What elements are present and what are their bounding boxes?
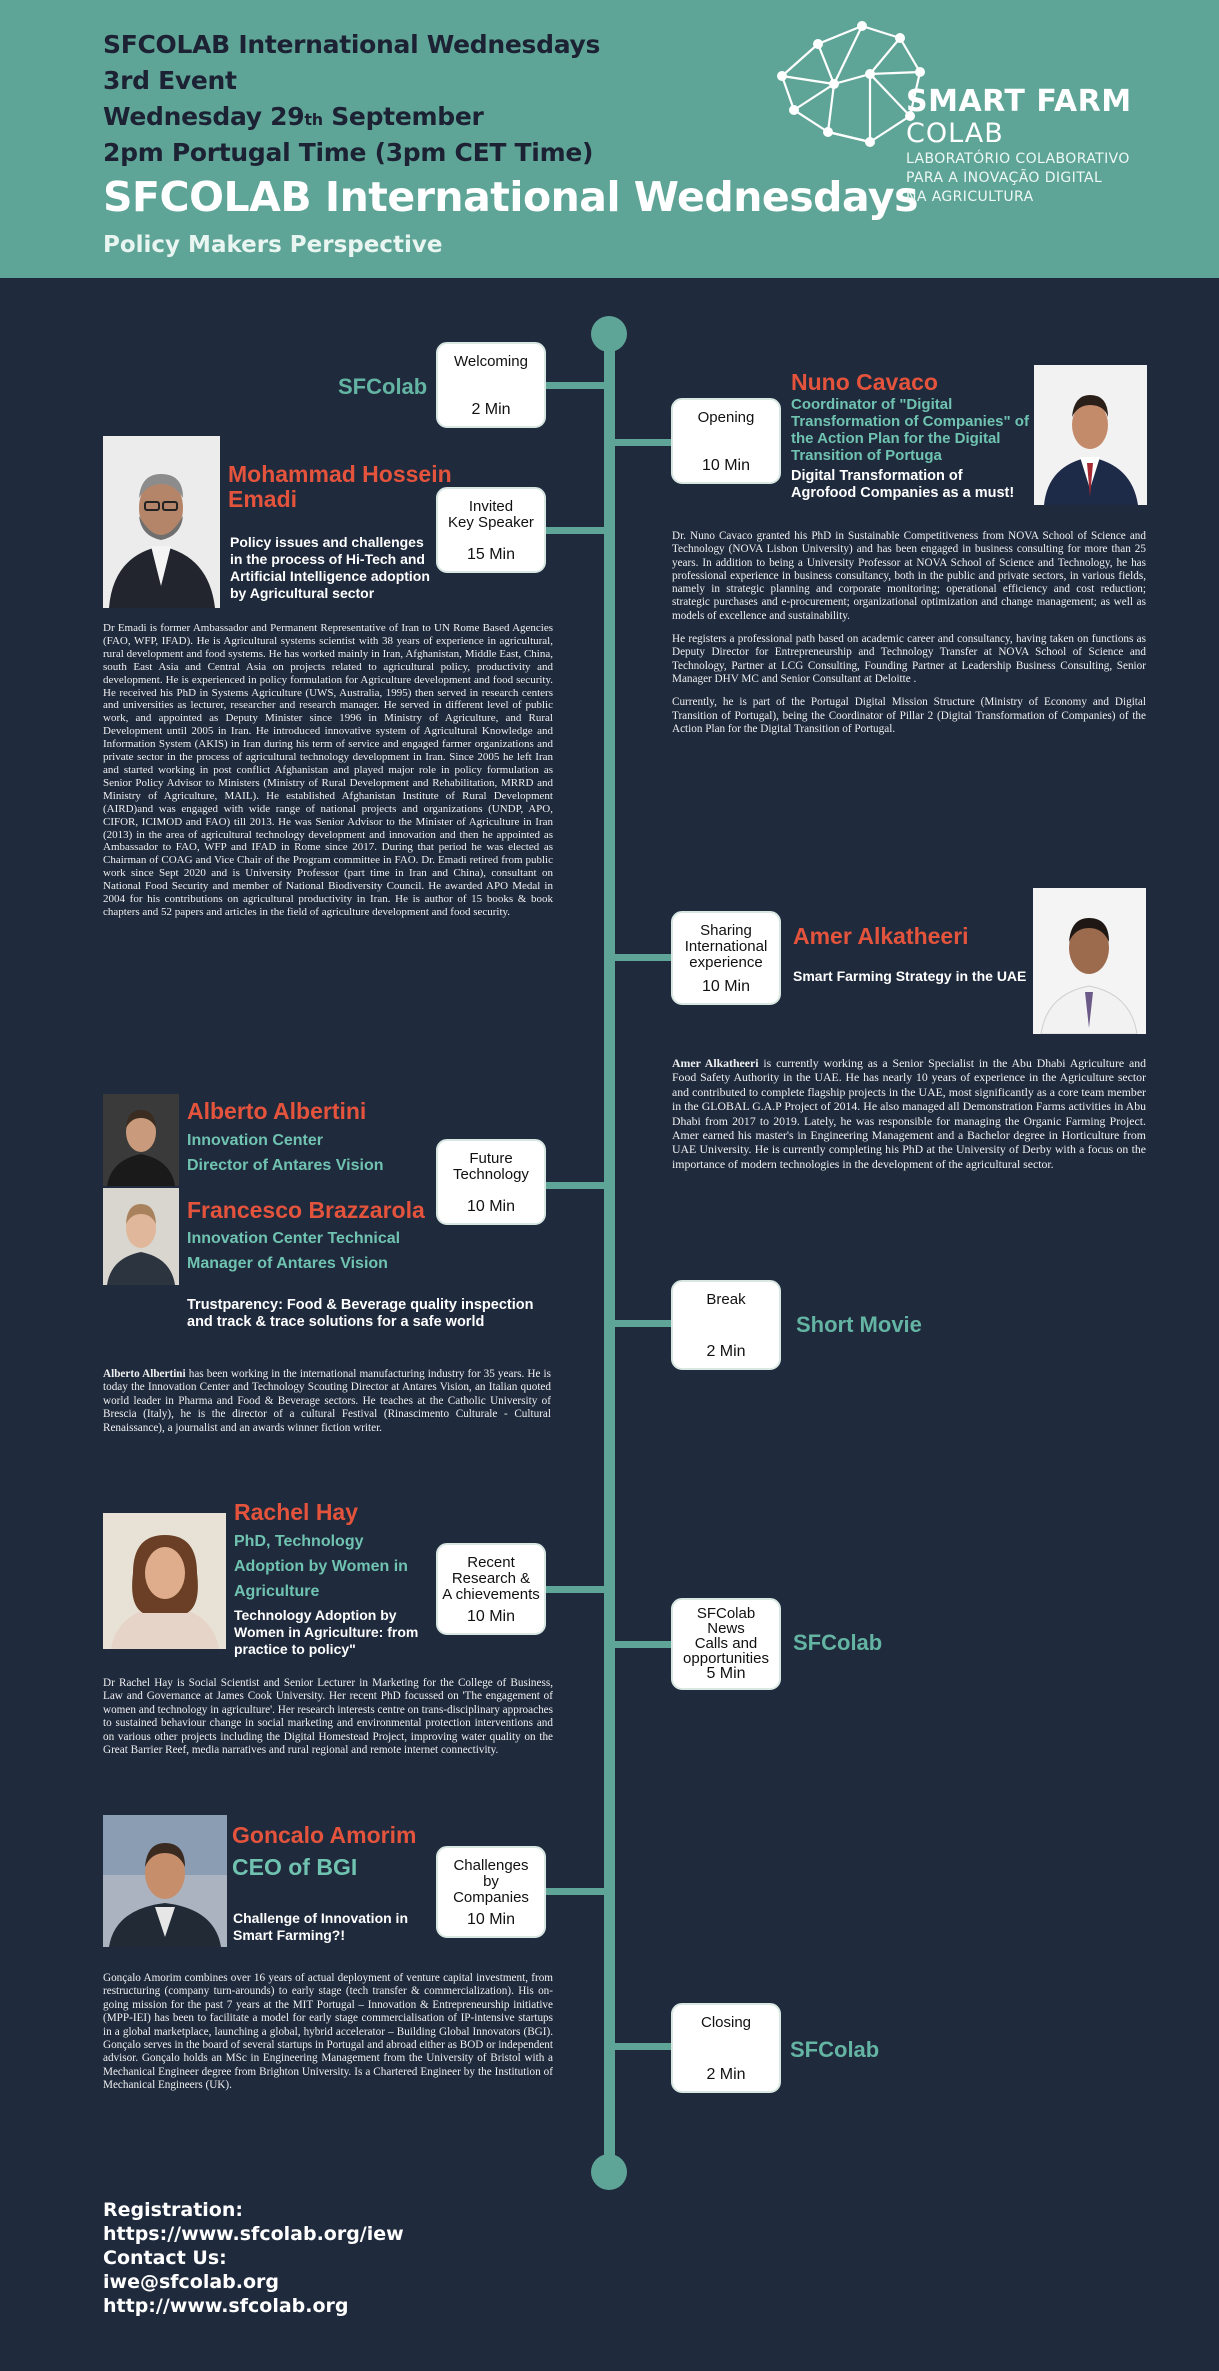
- talk-title-antares: Trustparency: Food & Beverage quality inspection and track & trace solutions for a safe world: [187, 1297, 534, 1330]
- speaker-role-albertini-2: Director of Antares Vision: [187, 1157, 384, 1174]
- talk-title-alkatheeri: Smart Farming Strategy in the UAE: [793, 968, 1027, 984]
- branch-challenges: [546, 1888, 606, 1895]
- welcoming-side-label: SFColab: [338, 374, 428, 399]
- speaker-role-hay-3: Agriculture: [234, 1583, 320, 1600]
- speaker-name-cavaco: Nuno Cavaco: [791, 369, 938, 395]
- speaker-name-alkatheeri: Amer Alkatheeri: [793, 923, 969, 949]
- speaker-photo-brazzarola: [103, 1188, 179, 1285]
- agenda-item-research: Recent Research & A chievements 10 Min: [436, 1543, 546, 1635]
- timeline-spine: [604, 332, 615, 2177]
- speaker-photo-amorim: [103, 1815, 227, 1947]
- logo-name-colab: COLAB: [906, 118, 1004, 149]
- break-side-label: Short Movie: [796, 1312, 922, 1337]
- speaker-role-brazzarola-1: Innovation Center Technical: [187, 1230, 401, 1247]
- agenda-item-news: SFColab News Calls and opportunities 5 Min: [671, 1598, 781, 1690]
- logo-tagline: LABORATÓRIO COLABORATIVO PARA A INOVAÇÃO DIGITAL NA AGRICULTURA: [906, 151, 1130, 205]
- cavaco-portrait-icon: [1034, 365, 1147, 505]
- bio-cavaco: Dr. Nuno Cavaco granted his PhD in Sustainable Competitiveness from NOVA School of Science and Technology (NOVA Lisbon University) and has been engaged in business consulting for more than 25 years. In addition to being a University Professor at NOVA School of Science and Technology, he has professional experience in business consultancy, both in the public and private sectors, in various fields, namely in strategic planning and corporate monitoring; operational efficiency and cost reduction; strategic purchases and e-procurement; organizational optimization and change management; as well as models of excellence and sustainability. He registers a professional path based on academic career and consultancy, having taken on functions as Deputy Director for Entrepreneurship and Technology Transfer at NOVA School of Science and Technology, Partner at LCG Consulting, Founding Partner at Leadership Business Consulting, Senior Manager DHV MC and Senior Consultant at Deloitte . Currently, he is part of the Portugal Digital Mission Structure (Ministry of Economy and Digital Transition of Portugal), being the Coordinator of Pillar 2 (Digital Transformation of Companies) of the Action Plan for the Digital Transition of Portugal.: [672, 530, 1146, 735]
- branch-future-tech: [546, 1182, 606, 1189]
- speaker-role-albertini-1: Innovation Center: [187, 1132, 324, 1149]
- page-title: SFCOLAB International Wednesdays: [103, 173, 918, 221]
- logo-name-smart-farm: SMART FARM: [906, 84, 1132, 119]
- speaker-name-amorim: Goncalo Amorim: [232, 1822, 417, 1848]
- speaker-photo-alkatheeri: [1033, 888, 1146, 1034]
- agenda-item-break: Break 2 Min: [671, 1280, 781, 1370]
- timeline-end-dot: [591, 2154, 627, 2190]
- branch-break: [613, 1320, 673, 1327]
- bio-alkatheeri: Amer Alkatheeri is currently working as a Senior Specialist in the Abu Dhabi Agriculture and Food Safety Authority in the UAE. He has nearly 10 years of experience in the Agriculture sector and contributed to complete flagship projects in the UAE, most significantly as a core team member in the GLOBAL G.A.P Project of 2014. He also managed all Demonstration Farms activities in Abu Dhabi from 2017 to 2019. Lately, he was responsible for managing the Organic Farming Project. Amer earned his master's in Engineering Management and a Bachelor degree in Horticulture from UAE University. He is currently completing his PhD at the University of Derby with a focus on the importance of modern technologies in the development of the agricultural sector.: [672, 1056, 1146, 1171]
- branch-research: [546, 1586, 606, 1593]
- website-link[interactable]: http://www.sfcolab.org: [103, 2295, 349, 2317]
- agenda-item-challenges: Challenges by Companies 10 Min: [436, 1846, 546, 1938]
- event-date: Wednesday 29th September: [103, 102, 484, 131]
- contact-email-link[interactable]: iwe@sfcolab.org: [103, 2271, 280, 2293]
- agenda-item-future-tech: Future Technology 10 Min: [436, 1139, 546, 1225]
- albertini-portrait-icon: [103, 1094, 179, 1186]
- header-banner: [0, 0, 1219, 278]
- event-series-title: SFCOLAB International Wednesdays: [103, 30, 601, 59]
- speaker-photo-emadi: [103, 436, 220, 608]
- event-number: 3rd Event: [103, 66, 237, 95]
- branch-keynote: [546, 527, 606, 534]
- news-side-label: SFColab: [793, 1630, 883, 1655]
- bio-amorim: Gonçalo Amorim combines over 16 years of actual deployment of venture capital investment, from restructuring (company turn-arounds) to early stage (tech transfer & commercialization). His on-going mission for the past 7 years at the MIT Portugal – Innovation & Entrepreneurship initiative (MPP-IEI) has been to facilitate a model for early stage commercialisation of IP-intensive startups in a global marketplace, launching a global, hybrid accelerator – Building Global Innovators (BGI). Gonçalo serves in the board of several startups in Portugal and abroad either as BOD or independent advisor. Gonçalo holds an MSc in Engineering Management from the University of Bristol with a Mechanical Engineer degree from Brighton University. Is a Chartered Engineer by the Institution of Mechanical Engineers (UK).: [103, 1972, 553, 2092]
- closing-side-label: SFColab: [790, 2037, 880, 2062]
- talk-title-cavaco: Digital Transformation of Agrofood Companies as a must!: [791, 468, 1015, 501]
- bio-hay: Dr Rachel Hay is Social Scientist and Senior Lecturer in Marketing for the College of Business, Law and Governance at James Cook University. Her recent PhD focussed on 'The engagement of women and technology in agriculture'. Her research interests centre on trans-disciplinary approaches to sustained behaviour change in social marketing and environmental protection interventions and on various other projects including the Digital Homestead Project, improving water quality on the Great Barrier Reef, media narratives and rural regional and remote internet connectivity.: [103, 1677, 553, 1757]
- hay-portrait-icon: [103, 1513, 226, 1649]
- talk-title-hay: Technology Adoption by Women in Agriculture: from practice to policy": [234, 1607, 419, 1657]
- speaker-role-hay-1: PhD, Technology: [234, 1533, 364, 1550]
- speaker-role-amorim: CEO of BGI: [232, 1854, 358, 1880]
- contact-label: Contact Us:: [103, 2247, 227, 2269]
- speaker-name-albertini: Alberto Albertini: [187, 1098, 367, 1124]
- agenda-item-keynote: Invited Key Speaker 15 Min: [436, 487, 546, 573]
- page-subtitle: Policy Makers Perspective: [103, 232, 443, 258]
- branch-welcoming: [546, 382, 606, 389]
- talk-title-amorim: Challenge of Innovation in Smart Farming?!: [233, 1910, 408, 1943]
- event-time: 2pm Portugal Time (3pm CET Time): [103, 138, 594, 167]
- bio-emadi: Dr Emadi is former Ambassador and Permanent Representative of Iran to UN Rome Based Agencies (FAO, WFP, IFAD). He is Agricultural systems scientist with 38 years of experience in agricultural, rural development and food systems. He has worked mainly in Iran, Afghanistan, Middle East, China, south East Asia and Central Asia on projects related to agricultural policy, productivity and development. He is experienced in policy formulation for Agriculture development and food security. He received his PhD in Systems Agriculture (UWS, Australia, 1995) then served in research centers and universities as lecturer, researcher and research manager. He served in different level of public work, and appointed as Deputy Minister since 1996 in Ministry of Agriculture, and Rural Development until 2005 in Iran. He introduced innovative system of Agricultural Knowledge and Information System (AKIS) in Iran during his term of service and engaged farmer organizations and private sector in the process of agricultural technology development in Iran. Since 2005 he left Iran and started working in post conflict Afghanistan and played major role in policy formulation as Senior Policy Advisor to Ministers (Ministry of Rural Development and Rehabilitation, MRRD and Ministry of Agriculture, MAIL). He established Afghanistan Institute of Rural Development (AIRD)and was engaged with wide range of national projects and organizations (UNDP, APO, CIFOR, ICIMOD and FAO) till 2013. He was Senior Advisor to the Minister of Agriculture in Iran (2013) in the area of agricultural technology development and innovation and then he appointed as Ambassador to FAO, WFP and IFAD in Rome since 2017. During that period he was elected as Chairman of COAG and Vice Chair of the Program committee in FAO. Dr. Emadi retired from public work since Sept 2020 and is University Professor (part time in Iran and China), consultant on National Food Security and member of National Biodiversity Council. He awarded APO Medal in 2004 for his contributions on agricultural productivity in Iran. He is author of 15 books & book chapters and 52 papers and articles in the field of agriculture development and food security.: [103, 622, 553, 918]
- speaker-name-brazzarola: Francesco Brazzarola: [187, 1197, 425, 1223]
- speaker-name-hay: Rachel Hay: [234, 1499, 359, 1525]
- speaker-role-cavaco: Coordinator of "Digital Transformation of Companies" of the Action Plan for the Digital Transition of Portuga: [791, 396, 1029, 464]
- branch-sharing: [613, 954, 673, 961]
- brazzarola-portrait-icon: [103, 1188, 179, 1285]
- footer-contact: [103, 2198, 404, 2318]
- agenda-item-welcoming: Welcoming 2 Min: [436, 342, 546, 428]
- speaker-photo-albertini: [103, 1094, 179, 1186]
- branch-news: [613, 1641, 673, 1648]
- speaker-name-emadi: Mohammad Hossein Emadi: [228, 461, 452, 512]
- speaker-photo-hay: [103, 1513, 226, 1649]
- speaker-role-brazzarola-2: Manager of Antares Vision: [187, 1255, 388, 1272]
- registration-label: Registration:: [103, 2199, 243, 2221]
- timeline-start-dot: [591, 316, 627, 352]
- agenda-item-sharing: Sharing International experience 10 Min: [671, 911, 781, 1005]
- branch-closing: [613, 2043, 673, 2050]
- amorim-portrait-icon: [103, 1815, 227, 1947]
- speaker-photo-cavaco: [1034, 365, 1147, 505]
- agenda-item-opening: Opening 10 Min: [671, 398, 781, 484]
- alkatheeri-portrait-icon: [1033, 888, 1146, 1034]
- emadi-portrait-icon: [103, 436, 220, 608]
- speaker-role-hay-2: Adoption by Women in: [234, 1558, 408, 1575]
- registration-link[interactable]: https://www.sfcolab.org/iew: [103, 2223, 404, 2245]
- agenda-item-closing: Closing 2 Min: [671, 2003, 781, 2093]
- talk-title-emadi: Policy issues and challenges in the process of Hi-Tech and Artificial Intelligence adoption by Agricultural sector: [230, 534, 430, 601]
- branch-opening: [613, 439, 673, 446]
- bio-albertini: Alberto Albertini has been working in the international manufacturing industry for 35 years. He is today the Innovation Center and Technology Scouting Director at Antares Vision, an Italian quoted world leader in Pharma and Food & Beverage sectors. He teaches at the Catholic University of Brescia (Italy), he is the director of a cultural Festival (Rinascimento Culturale - Cultural Renaissance), a journalist and an awards winner fiction writer.: [103, 1368, 552, 1434]
